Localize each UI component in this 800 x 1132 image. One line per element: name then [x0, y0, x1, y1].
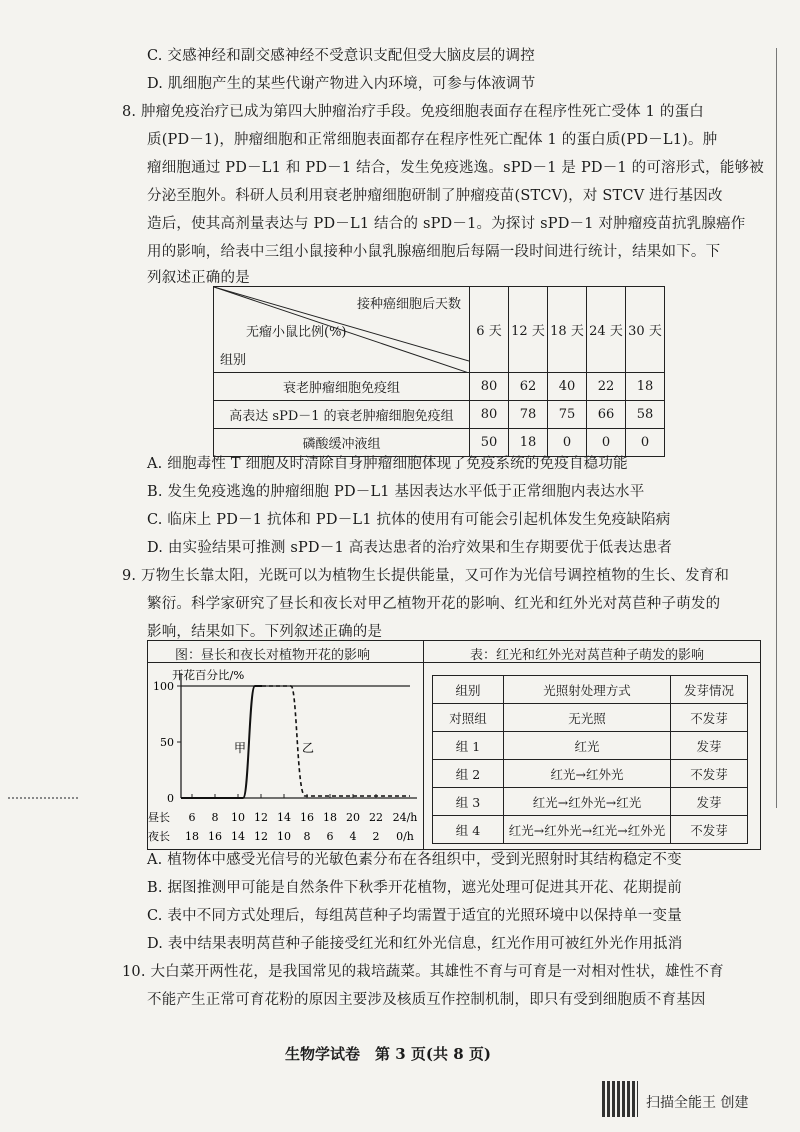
- table2-title: 表：红光和红外光对莴苣种子萌发的影响: [470, 648, 705, 663]
- text-line: 质(PD－1)，肿瘤细胞和正常细胞表面都存在程序性死亡配体 1 的蛋白质(PD－L1)。肿: [147, 132, 718, 148]
- lettuce-germination-table: [432, 675, 748, 844]
- text-line: 用的影响，给表中三组小鼠接种小鼠乳腺癌细胞后每隔一段时间进行统计，结果如下。下: [147, 244, 721, 260]
- cell: 不发芽: [671, 760, 748, 788]
- value-cell: 80: [470, 373, 509, 401]
- table-row: [433, 760, 748, 788]
- value-cell: 40: [548, 373, 587, 401]
- value-cell: 22: [587, 373, 626, 401]
- value-cell: 62: [509, 373, 548, 401]
- cell: 对照组: [433, 704, 504, 732]
- table-row: [214, 429, 665, 457]
- night-tick: 8: [303, 830, 311, 843]
- text-line: 分泌至胞外。科研人员利用衰老肿瘤细胞研制了肿瘤疫苗(STCV)，对 STCV 进行基因改: [147, 188, 723, 204]
- text-line: A. 植物体中感受光信号的光敏色素分布在各组织中，受到光照射时其结构稳定不变: [147, 852, 682, 868]
- value-cell: 18: [626, 373, 665, 401]
- cell: 红光: [504, 732, 671, 760]
- diagonal-header-cell: [214, 287, 470, 373]
- night-tick: 12: [254, 830, 268, 843]
- day-header: 18 天: [548, 287, 587, 373]
- label-yi: 乙: [302, 741, 315, 755]
- cell: 发芽: [671, 732, 748, 760]
- column-header: 发芽情况: [671, 676, 748, 704]
- ytick: 0: [167, 792, 174, 805]
- header-group-label: 组别: [220, 353, 247, 368]
- value-cell: 50: [470, 429, 509, 457]
- table-row: [433, 816, 748, 844]
- night-tick: 18: [185, 830, 199, 843]
- label-jia: 甲: [234, 741, 247, 755]
- value-cell: 18: [509, 429, 548, 457]
- ytick: 100: [153, 680, 174, 693]
- day-tick: 18: [323, 811, 337, 824]
- text-line: 10. 大白菜开两性花，是我国常见的栽培蔬菜。其雄性不育与可育是一对相对性状，雄性不育: [122, 964, 724, 980]
- text-line: D. 肌细胞产生的某些代谢产物进入内环境，可参与体液调节: [147, 76, 536, 92]
- ylabel: 开花百分比/%: [172, 668, 245, 682]
- day-tick: 10: [231, 811, 245, 824]
- text-line: A. 细胞毒性 T 细胞及时清除自身肿瘤细胞体现了免疫系统的免疫自稳功能: [147, 456, 628, 472]
- text-line: 繁衍。科学家研究了昼长和夜长对甲乙植物开花的影响、红光和红外光对莴苣种子萌发的: [147, 596, 721, 612]
- table-header-row: [433, 676, 748, 704]
- text-line: B. 发生免疫逃逸的肿瘤细胞 PD－L1 基因表达水平低于正常细胞内表达水平: [147, 484, 645, 500]
- day-header: 12 天: [509, 287, 548, 373]
- value-cell: 0: [587, 429, 626, 457]
- text-line: 9. 万物生长靠太阳，光既可以为植物生长提供能量，又可作为光信号调控植物的生长、发育和: [122, 568, 730, 584]
- value-cell: 80: [470, 401, 509, 429]
- group-name: 高表达 sPD－1 的衰老肿瘤细胞免疫组: [214, 401, 470, 429]
- text-line: C. 交感神经和副交感神经不受意识支配但受大脑皮层的调控: [147, 48, 535, 64]
- box-divider: [423, 640, 424, 849]
- text-line: D. 由实验结果可推测 sPD－1 高表达患者的治疗效果和生存期要优于低表达患者: [147, 540, 673, 556]
- day-tick: 12: [254, 811, 268, 824]
- table-row: [214, 401, 665, 429]
- night-tick: 14: [231, 830, 245, 843]
- cell: 不发芽: [671, 704, 748, 732]
- value-cell: 0: [548, 429, 587, 457]
- table-row: [433, 732, 748, 760]
- night-tick: 16: [208, 830, 222, 843]
- night-tick: 4: [349, 830, 357, 843]
- text-line: 列叙述正确的是: [147, 270, 250, 286]
- day-tick: 16: [300, 811, 314, 824]
- day-tick: 14: [277, 811, 291, 824]
- text-line: 瘤细胞通过 PD－L1 和 PD－1 结合，发生免疫逃逸。sPD－1 是 PD－1 的可溶形式，能够被: [147, 160, 764, 176]
- night-axis-label: 夜长: [148, 830, 170, 843]
- night-tick: 2: [372, 830, 380, 843]
- value-cell: 0: [626, 429, 665, 457]
- cell: 不发芽: [671, 816, 748, 844]
- text-line: 影响，结果如下。下列叙述正确的是: [147, 624, 383, 640]
- cell: 无光照: [504, 704, 671, 732]
- value-cell: 58: [626, 401, 665, 429]
- day-tick: 6: [188, 811, 196, 824]
- flowering-graph: [147, 663, 423, 848]
- group-name: 磷酸缓冲液组: [214, 429, 470, 457]
- table-row: [433, 704, 748, 732]
- tumor-vaccine-table: [213, 286, 665, 457]
- scanner-watermark: 扫描全能王 创建: [646, 1095, 749, 1111]
- day-tick: 20: [346, 811, 360, 824]
- night-tick: 10: [277, 830, 291, 843]
- text-line: D. 表中结果表明莴苣种子能接受红光和红外光信息，红光作用可被红外光作用抵消: [147, 936, 683, 952]
- text-line: C. 临床上 PD－1 抗体和 PD－L1 抗体的使用有可能会引起机体发生免疫缺陷病: [147, 512, 671, 528]
- header-days-label: 接种癌细胞后天数: [356, 297, 461, 312]
- cell: 组 1: [433, 732, 504, 760]
- day-tick: 8: [211, 811, 219, 824]
- value-cell: 66: [587, 401, 626, 429]
- group-name: 衰老肿瘤细胞免疫组: [214, 373, 470, 401]
- text-line: C. 表中不同方式处理后，每组莴苣种子均需置于适宜的光照环境中以保持单一变量: [147, 908, 682, 924]
- text-line: B. 据图推测甲可能是自然条件下秋季开花植物，遮光处理可促进其开花、花期提前: [147, 880, 682, 896]
- table-row: [214, 373, 665, 401]
- day-header: 30 天: [626, 287, 665, 373]
- text-line: 不能产生正常可育花粉的原因主要涉及核质互作控制机制，即只有受到细胞质不育基因: [147, 992, 706, 1008]
- ytick: 50: [160, 736, 174, 749]
- page-footer: 生物学试卷 第 3 页(共 8 页): [285, 1045, 491, 1063]
- cell: 红光→红外光→红光→红外光: [504, 816, 671, 844]
- figure-title: 图：昼长和夜长对植物开花的影响: [175, 648, 371, 663]
- dotted-margin-line: [8, 797, 78, 799]
- margin-rule: [776, 48, 777, 808]
- night-tick: 6: [326, 830, 334, 843]
- cell: 组 4: [433, 816, 504, 844]
- cell: 红光→红外光: [504, 760, 671, 788]
- header-ratio-label: 无瘤小鼠比例(%): [246, 325, 347, 340]
- cell: 红光→红外光→红光: [504, 788, 671, 816]
- day-tick: 22: [369, 811, 383, 824]
- table-row: [433, 788, 748, 816]
- qr-code-icon: [602, 1081, 638, 1117]
- cell: 组 2: [433, 760, 504, 788]
- text-line: 造后，使其高剂量表达与 PD－L1 结合的 sPD－1。为探讨 sPD－1 对肿瘤疫苗抗乳腺癌作: [147, 216, 746, 232]
- day-tick: 24/h: [392, 811, 418, 824]
- day-axis-label: 昼长: [148, 811, 170, 824]
- cell: 发芽: [671, 788, 748, 816]
- day-header: 6 天: [470, 287, 509, 373]
- cell: 组 3: [433, 788, 504, 816]
- column-header: 光照射处理方式: [504, 676, 671, 704]
- value-cell: 75: [548, 401, 587, 429]
- night-tick: 0/h: [396, 830, 414, 843]
- value-cell: 78: [509, 401, 548, 429]
- day-header: 24 天: [587, 287, 626, 373]
- text-line: 8. 肿瘤免疫治疗已成为第四大肿瘤治疗手段。免疫细胞表面存在程序性死亡受体 1 的蛋白: [122, 104, 704, 120]
- column-header: 组别: [433, 676, 504, 704]
